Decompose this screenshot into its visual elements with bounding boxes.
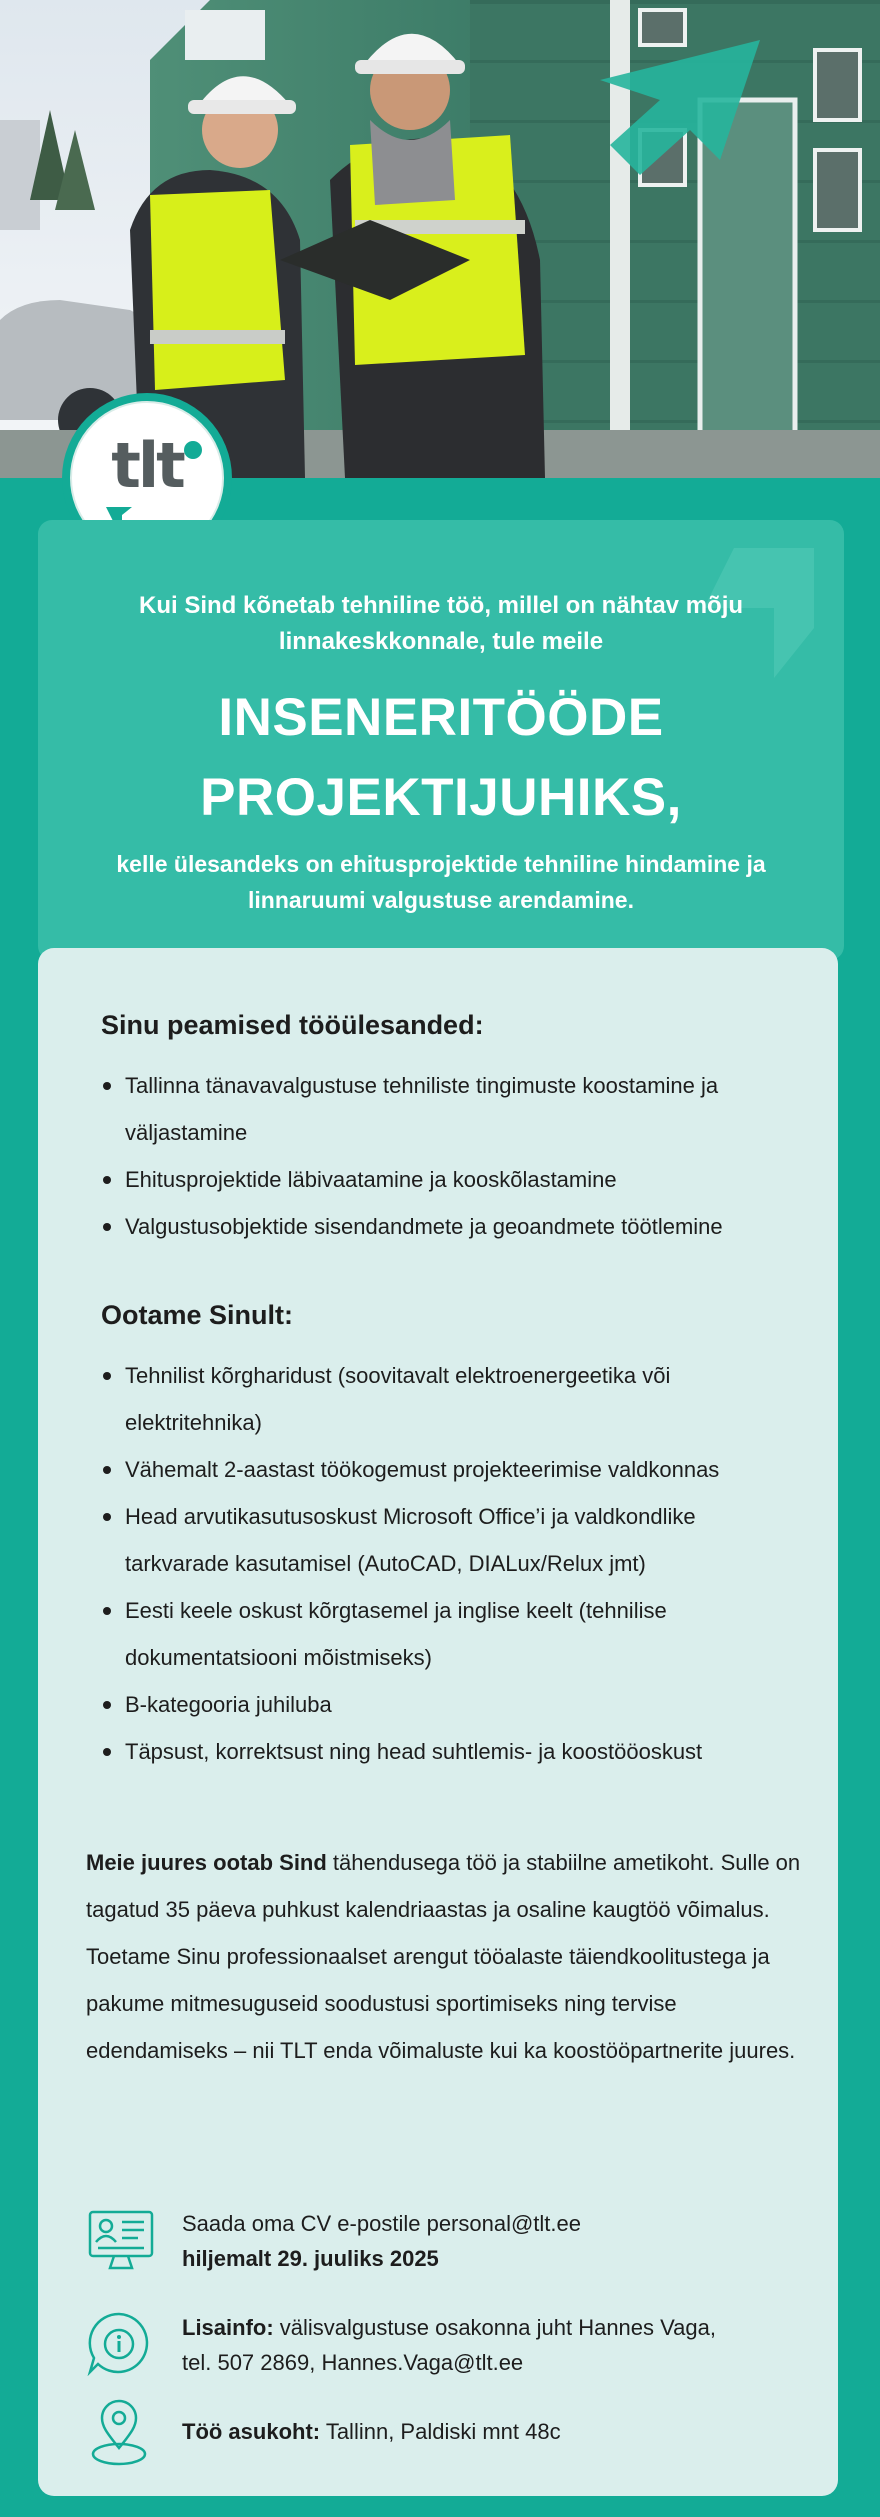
job-title-line-2: PROJEKTIJUHIKS, — [200, 768, 682, 827]
list-item: Vähemalt 2-aastast töökogemust projekteerimise valdkonnas — [101, 1446, 761, 1493]
list-item: Täpsust, korrektsust ning head suhtlemis- ja koostööoskust — [101, 1728, 761, 1775]
requirements-list — [101, 1352, 761, 1775]
location-label: Töö asukoht: — [182, 2419, 321, 2444]
location-text — [182, 2414, 561, 2449]
info-phone-email: tel. 507 2869, Hannes.Vaga@tlt.ee — [182, 2350, 524, 2375]
job-title — [58, 678, 824, 838]
cv-screen-icon — [86, 2206, 156, 2276]
list-item: Tehnilist kõrgharidust (soovitavalt elektroenergeetika või elektritehnika) — [101, 1352, 761, 1446]
info-label: Lisainfo: — [182, 2315, 274, 2340]
list-item: B-kategooria juhiluba — [101, 1681, 761, 1728]
logo-text: tlt — [111, 429, 183, 502]
tasks-heading: Sinu peamised tööülesanded: — [101, 1010, 484, 1040]
info-contact — [86, 2310, 786, 2382]
logo-dot-icon — [184, 441, 202, 459]
deadline: hiljemalt 29. juuliks 2025 — [182, 2246, 439, 2271]
job-title-line-1: INSENERITÖÖDE — [218, 688, 664, 747]
offer-paragraph — [86, 1839, 806, 2074]
location-contact — [86, 2398, 786, 2472]
list-item: Head arvutikasutusoskust Microsoft Office’i ja valdkondlike tarkvarade kasutamisel (AutoCAD, DIALux/Relux jmt) — [101, 1493, 761, 1587]
list-item: Tallinna tänavavalgustuse tehniliste tingimuste koostamine ja väljastamine — [101, 1062, 761, 1156]
cv-contact — [86, 2206, 786, 2278]
intro-panel — [38, 520, 844, 960]
list-item: Ehitusprojektide läbivaatamine ja kooskõlastamine — [101, 1156, 761, 1203]
list-item: Eesti keele oskust kõrgtasemel ja inglise keelt (tehnilise dokumentatsiooni mõistmiseks) — [101, 1587, 761, 1681]
intro-subtitle: kelle ülesandeks on ehitusprojektide tehniline hindamine ja linnaruumi valgustuse arendamine. — [116, 851, 766, 913]
offer-text: tähendusega töö ja stabiilne ametikoht. Sulle on tagatud 35 päeva puhkust kalendriaastas ja osaline kaugtöö võimalus. Toetame Sinu professionaalset arengut tööalaste täiendkoolitustega ja pakume mitmesuguseid soodustusi sportimiseks ning tervise edendamiseks – nii TLT enda võimaluste kui ka koostööpartnerite juures. — [86, 1850, 801, 2063]
info-bubble-icon — [86, 2310, 152, 2376]
offer-lead: Meie juures ootab Sind — [86, 1850, 327, 1875]
info-detail: välisvalgustuse osakonna juht Hannes Vaga, — [273, 2315, 716, 2340]
list-item: Valgustusobjektide sisendandmete ja geoandmete töötlemine — [101, 1203, 761, 1250]
requirements-heading: Ootame Sinult: — [101, 1300, 294, 1330]
intro-lead: Kui Sind kõnetab tehniline töö, millel on nähtav mõju linnakeskkonnale, tule meile — [138, 592, 744, 655]
tasks-list — [101, 1062, 761, 1250]
info-text — [182, 2310, 716, 2380]
content-card — [38, 948, 838, 2496]
cv-text — [182, 2206, 581, 2276]
location-address: Tallinn, Paldiski mnt 48c — [320, 2419, 561, 2444]
location-pin-icon — [86, 2398, 152, 2470]
cv-line: Saada oma CV e-postile personal@tlt.ee — [182, 2211, 581, 2236]
